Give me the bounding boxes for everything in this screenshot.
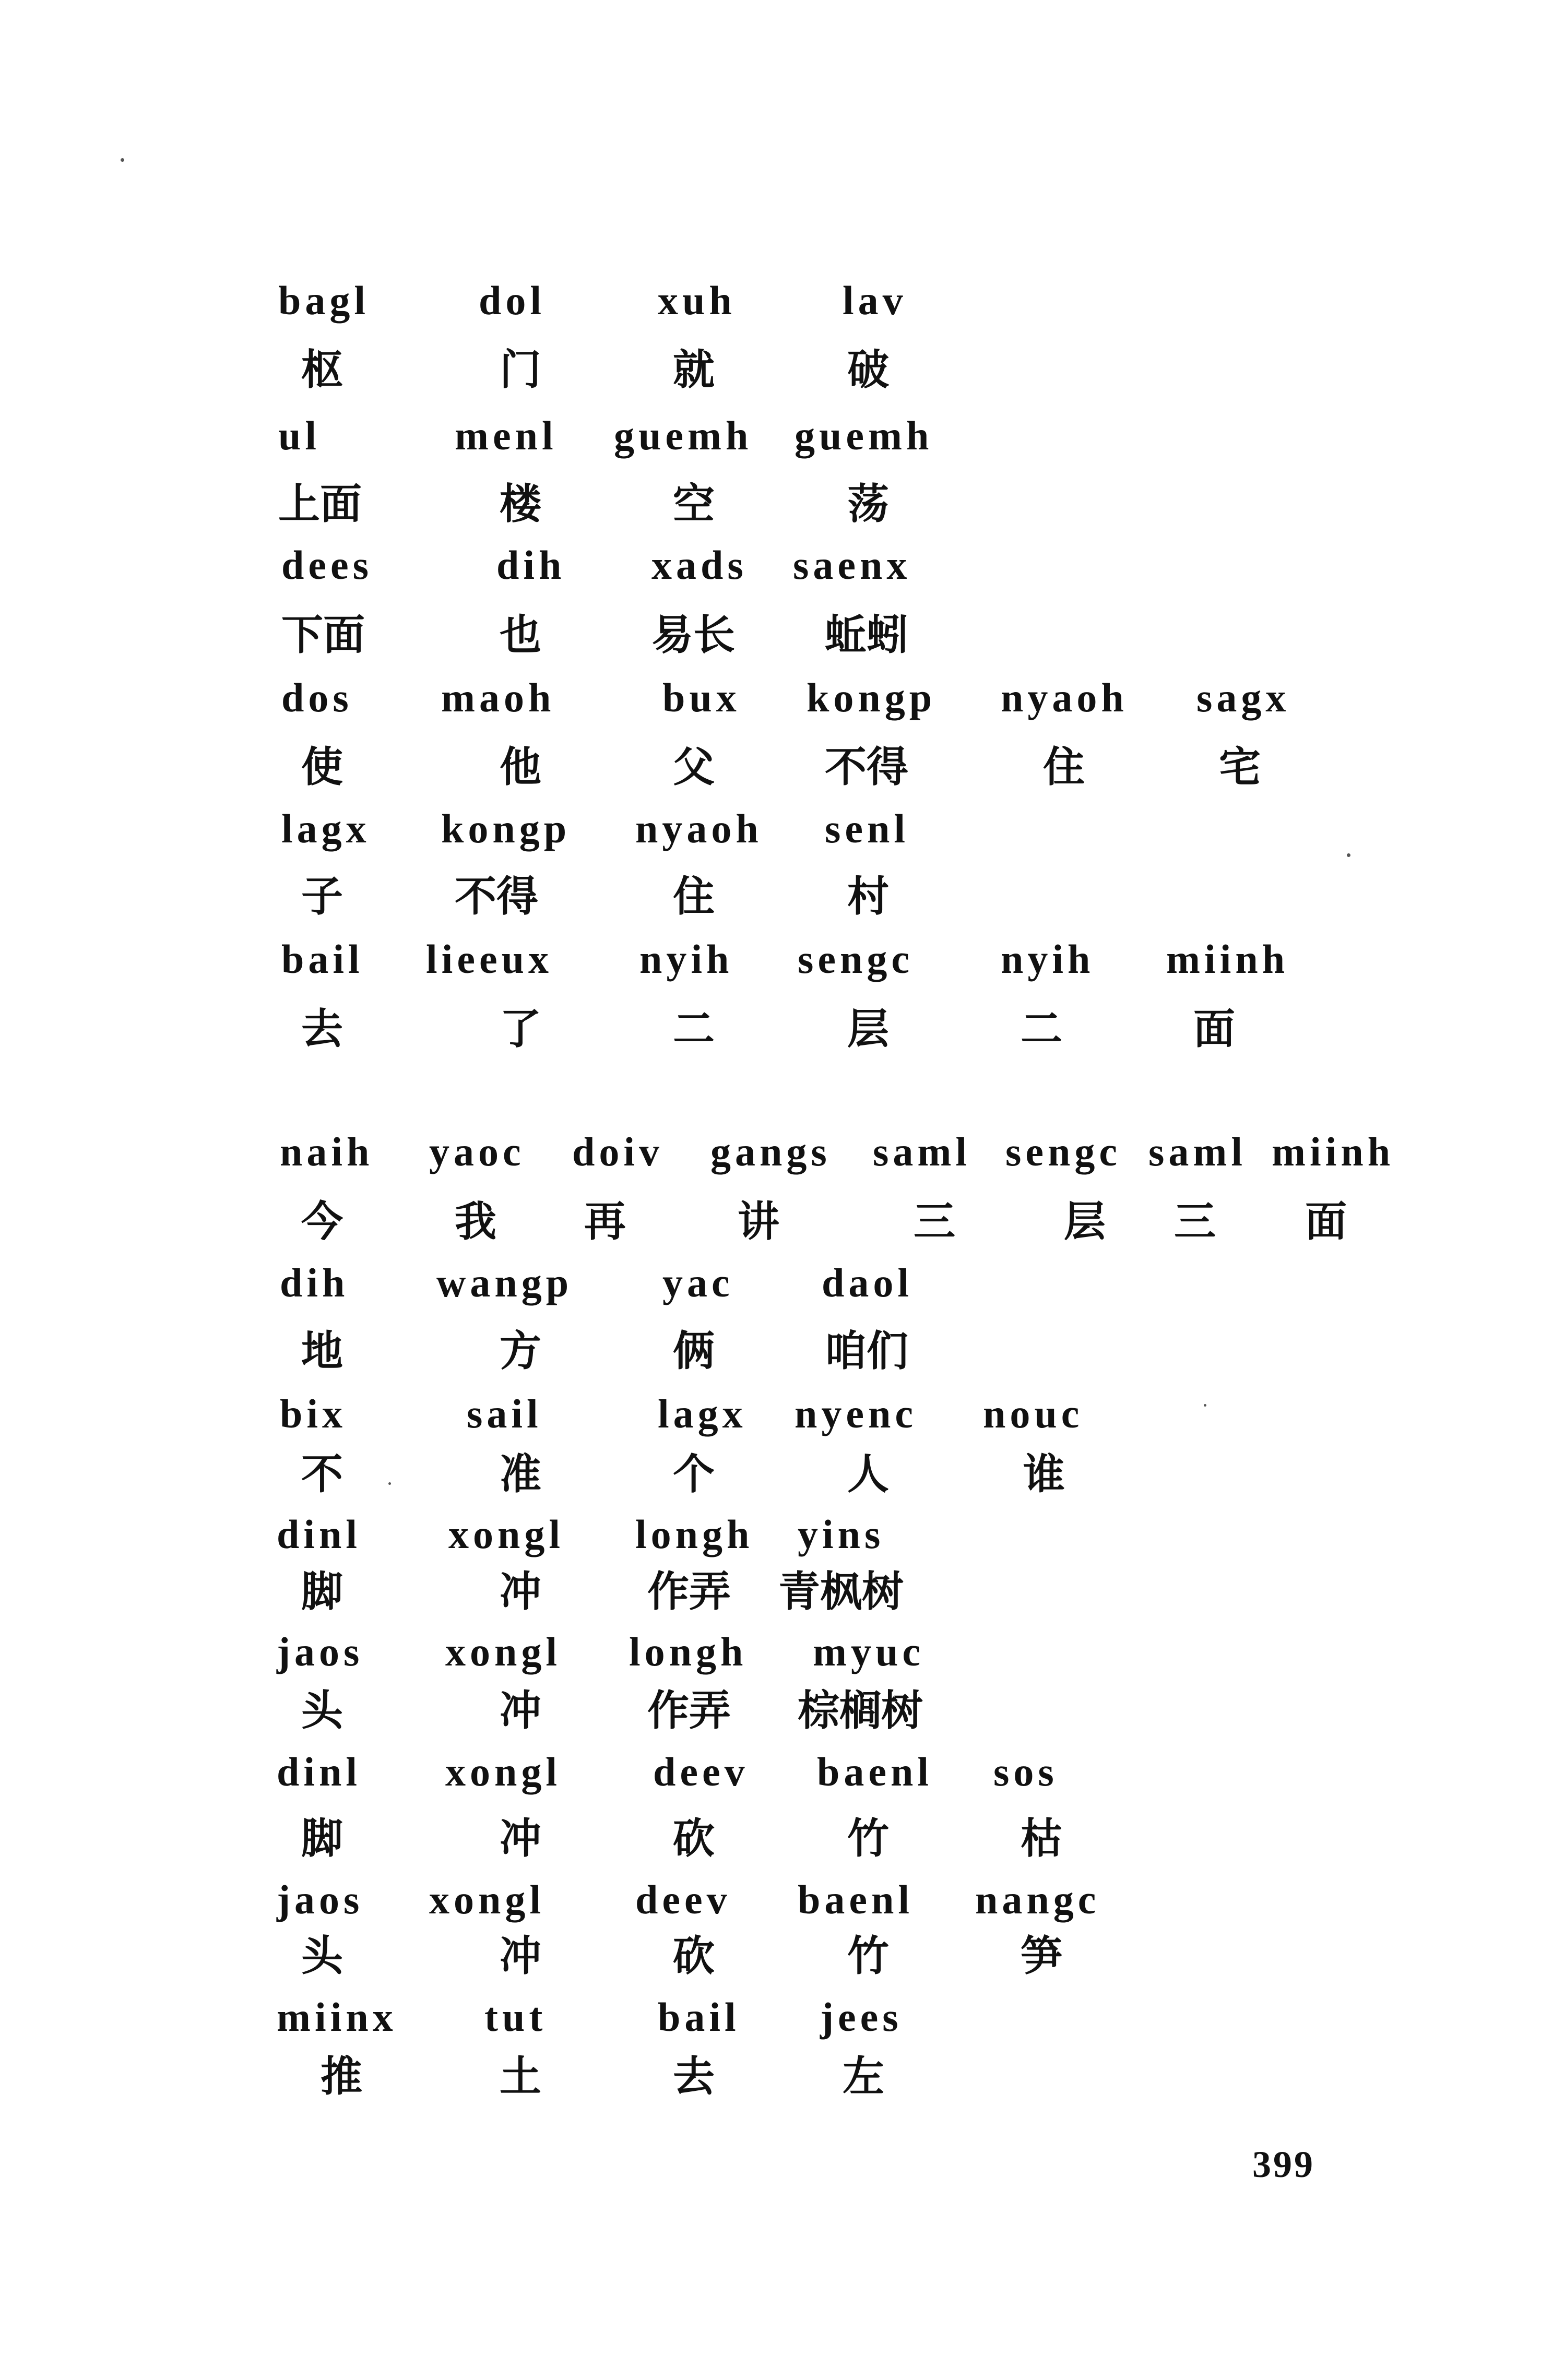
- roman-word: nyaoh: [635, 806, 763, 851]
- roman-word: gangs: [710, 1129, 831, 1174]
- gloss-word: 宅: [1219, 743, 1261, 791]
- gloss-word: 子: [301, 872, 343, 921]
- gloss-word: 三: [1174, 1197, 1216, 1246]
- gloss-word: 住: [673, 872, 715, 921]
- roman-word: lieeux: [426, 936, 553, 982]
- gloss-word: 去: [673, 2052, 715, 2101]
- roman-word: kongp: [807, 675, 937, 720]
- roman-word: doiv: [572, 1129, 664, 1174]
- gloss-word: 头: [301, 1932, 343, 1980]
- gloss-line: [0, 1197, 1541, 1248]
- roman-word: bix: [280, 1391, 347, 1436]
- roman-word: xads: [651, 542, 748, 588]
- romanization-line: [0, 808, 1541, 855]
- gloss-word: 村: [847, 872, 889, 921]
- gloss-word: 今: [301, 1197, 343, 1246]
- roman-word: dees: [281, 542, 373, 588]
- roman-word: deev: [635, 1877, 731, 1922]
- gloss-word: 土: [500, 2052, 541, 2101]
- gloss-word: 层: [847, 1005, 889, 1053]
- roman-word: sagx: [1196, 675, 1290, 720]
- roman-word: xongl: [445, 1749, 562, 1794]
- gloss-word: 人: [847, 1450, 889, 1498]
- roman-word: longh: [635, 1512, 754, 1557]
- gloss-word: 层: [1064, 1197, 1106, 1246]
- roman-word: nyih: [1001, 936, 1095, 982]
- romanization-line: [0, 1879, 1541, 1926]
- romanization-line: [0, 1749, 1541, 1799]
- gloss-word: 讲: [738, 1197, 779, 1246]
- gloss-word: 荡: [847, 480, 889, 528]
- gloss-line: [0, 1686, 1541, 1737]
- gloss-word: 砍: [673, 1814, 715, 1863]
- roman-word: jaos: [277, 1877, 364, 1922]
- gloss-word: 左: [843, 2052, 884, 2101]
- roman-word: dinl: [277, 1512, 362, 1557]
- gloss-word: 父: [673, 743, 715, 791]
- roman-word: dih: [496, 542, 566, 588]
- roman-word: wangp: [436, 1260, 573, 1305]
- roman-word: dih: [280, 1260, 349, 1305]
- gloss-word: 不得: [825, 743, 908, 791]
- gloss-line: [0, 2052, 1541, 2103]
- gloss-line: [0, 743, 1541, 793]
- gloss-word: 个: [673, 1450, 715, 1498]
- roman-word: bail: [281, 936, 364, 982]
- gloss-word: 破: [847, 346, 889, 394]
- roman-word: maoh: [441, 675, 555, 720]
- gloss-line: [0, 1814, 1541, 1865]
- gloss-word: 了: [500, 1005, 541, 1053]
- roman-word: kongp: [441, 806, 571, 851]
- romanization-line: [0, 1260, 1541, 1310]
- romanization-line: [0, 677, 1541, 724]
- gloss-word: 也: [500, 611, 541, 659]
- roman-word: sail: [467, 1391, 542, 1436]
- roman-word: baenl: [798, 1877, 914, 1922]
- gloss-word: 面: [1193, 1005, 1235, 1053]
- roman-word: xongl: [448, 1512, 565, 1557]
- gloss-word: 脚: [301, 1567, 343, 1616]
- roman-word: xongl: [429, 1877, 546, 1922]
- gloss-line: [0, 1932, 1541, 1982]
- gloss-word: 笋: [1021, 1932, 1062, 1980]
- gloss-word: 砍: [673, 1932, 715, 1980]
- roman-word: bux: [662, 675, 741, 720]
- gloss-word: 不: [301, 1450, 343, 1498]
- gloss-word: 楼: [500, 480, 541, 528]
- romanization-line: [0, 1129, 1541, 1179]
- gloss-word: 不得: [455, 872, 538, 921]
- romanization-line: [0, 1629, 1541, 1679]
- roman-word: ul: [278, 413, 321, 458]
- page-number: 399: [1252, 2144, 1315, 2185]
- romanization-line: [0, 415, 1541, 462]
- roman-word: dol: [479, 278, 546, 323]
- roman-word: saml: [873, 1129, 971, 1174]
- gloss-word: 面: [1305, 1197, 1347, 1246]
- gloss-word: 谁: [1023, 1450, 1065, 1498]
- gloss-word: 冲: [500, 1686, 541, 1735]
- gloss-word: 棕榈树: [798, 1686, 923, 1735]
- roman-word: lagx: [281, 806, 371, 851]
- roman-word: longh: [629, 1629, 748, 1674]
- gloss-word: 咱们: [825, 1327, 908, 1375]
- gloss-word: 冲: [500, 1567, 541, 1616]
- scan-speck: [121, 158, 124, 162]
- gloss-word: 枯: [1021, 1814, 1062, 1863]
- gloss-line: [0, 611, 1541, 661]
- gloss-line: [0, 1567, 1541, 1618]
- gloss-word: 青枫树: [778, 1567, 904, 1616]
- roman-word: miinx: [277, 1994, 397, 2040]
- gloss-line: [0, 1450, 1541, 1501]
- roman-word: nyih: [639, 936, 733, 982]
- gloss-word: 二: [673, 1005, 715, 1053]
- roman-word: lagx: [658, 1391, 747, 1436]
- gloss-word: 地: [301, 1327, 343, 1375]
- roman-word: baenl: [817, 1749, 933, 1794]
- gloss-word: 准: [500, 1450, 541, 1498]
- gloss-word: 他: [500, 743, 541, 791]
- roman-word: jees: [820, 1994, 903, 2040]
- gloss-line: [0, 1005, 1541, 1055]
- roman-word: jaos: [277, 1629, 364, 1674]
- roman-word: nyaoh: [1001, 675, 1128, 720]
- roman-word: sengc: [1005, 1129, 1121, 1174]
- roman-word: deev: [653, 1749, 749, 1794]
- gloss-word: 头: [301, 1686, 343, 1735]
- roman-word: bail: [658, 1994, 740, 2040]
- gloss-word: 枢: [301, 346, 343, 394]
- romanization-line: [0, 542, 1541, 592]
- gloss-word: 易长: [651, 611, 735, 659]
- roman-word: miinh: [1272, 1129, 1395, 1174]
- roman-word: xuh: [658, 278, 736, 323]
- roman-word: miinh: [1166, 936, 1289, 982]
- gloss-word: 三: [914, 1197, 955, 1246]
- roman-word: daol: [822, 1260, 914, 1305]
- gloss-word: 竹: [847, 1932, 889, 1980]
- gloss-word: 冲: [500, 1814, 541, 1863]
- gloss-word: 蚯蚓: [825, 611, 908, 659]
- roman-word: sengc: [798, 936, 914, 982]
- gloss-word: 俩: [673, 1327, 715, 1375]
- gloss-word: 去: [301, 1005, 343, 1053]
- gloss-word: 方: [500, 1327, 541, 1375]
- gloss-word: 作弄: [647, 1686, 731, 1735]
- roman-word: lav: [843, 278, 907, 323]
- gloss-word: 脚: [301, 1814, 343, 1863]
- gloss-line: [0, 480, 1541, 530]
- roman-word: bagl: [278, 278, 370, 323]
- gloss-word: 门: [500, 346, 541, 394]
- gloss-line: [0, 872, 1541, 923]
- roman-word: nouc: [983, 1391, 1084, 1436]
- gloss-word: 空: [673, 480, 715, 528]
- roman-word: nangc: [975, 1877, 1100, 1922]
- roman-word: naih: [280, 1129, 374, 1174]
- roman-word: myuc: [813, 1629, 924, 1674]
- roman-word: yac: [662, 1260, 734, 1305]
- gloss-word: 冲: [500, 1932, 541, 1980]
- gloss-word: 就: [673, 346, 715, 394]
- roman-word: dos: [281, 675, 353, 720]
- gloss-line: [0, 346, 1541, 396]
- romanization-line: [0, 936, 1541, 986]
- gloss-word: 二: [1021, 1005, 1062, 1053]
- gloss-word: 我: [455, 1197, 496, 1246]
- gloss-word: 再: [584, 1197, 626, 1246]
- romanization-line: [0, 1391, 1541, 1441]
- gloss-word: 竹: [847, 1814, 889, 1863]
- gloss-word: 上面: [278, 480, 362, 528]
- roman-word: saenx: [793, 542, 911, 588]
- roman-word: sos: [993, 1749, 1058, 1794]
- roman-word: guemh: [795, 413, 933, 458]
- roman-word: yaoc: [429, 1129, 525, 1174]
- roman-word: senl: [825, 806, 910, 851]
- gloss-line: [0, 1327, 1541, 1377]
- roman-word: dinl: [277, 1749, 362, 1794]
- roman-word: menl: [455, 413, 558, 458]
- roman-word: yins: [798, 1512, 885, 1557]
- roman-word: nyenc: [795, 1391, 917, 1436]
- romanization-line: [0, 280, 1541, 327]
- roman-word: saml: [1148, 1129, 1247, 1174]
- roman-word: tut: [484, 1994, 547, 2040]
- gloss-word: 推: [321, 2052, 362, 2101]
- romanization-line: [0, 1994, 1541, 2044]
- gloss-word: 作弄: [647, 1567, 731, 1616]
- roman-word: guemh: [614, 413, 753, 458]
- gloss-word: 使: [301, 743, 343, 791]
- gloss-word: 住: [1043, 743, 1085, 791]
- gloss-word: 下面: [281, 611, 365, 659]
- romanization-line: [0, 1514, 1541, 1561]
- roman-word: xongl: [445, 1629, 562, 1674]
